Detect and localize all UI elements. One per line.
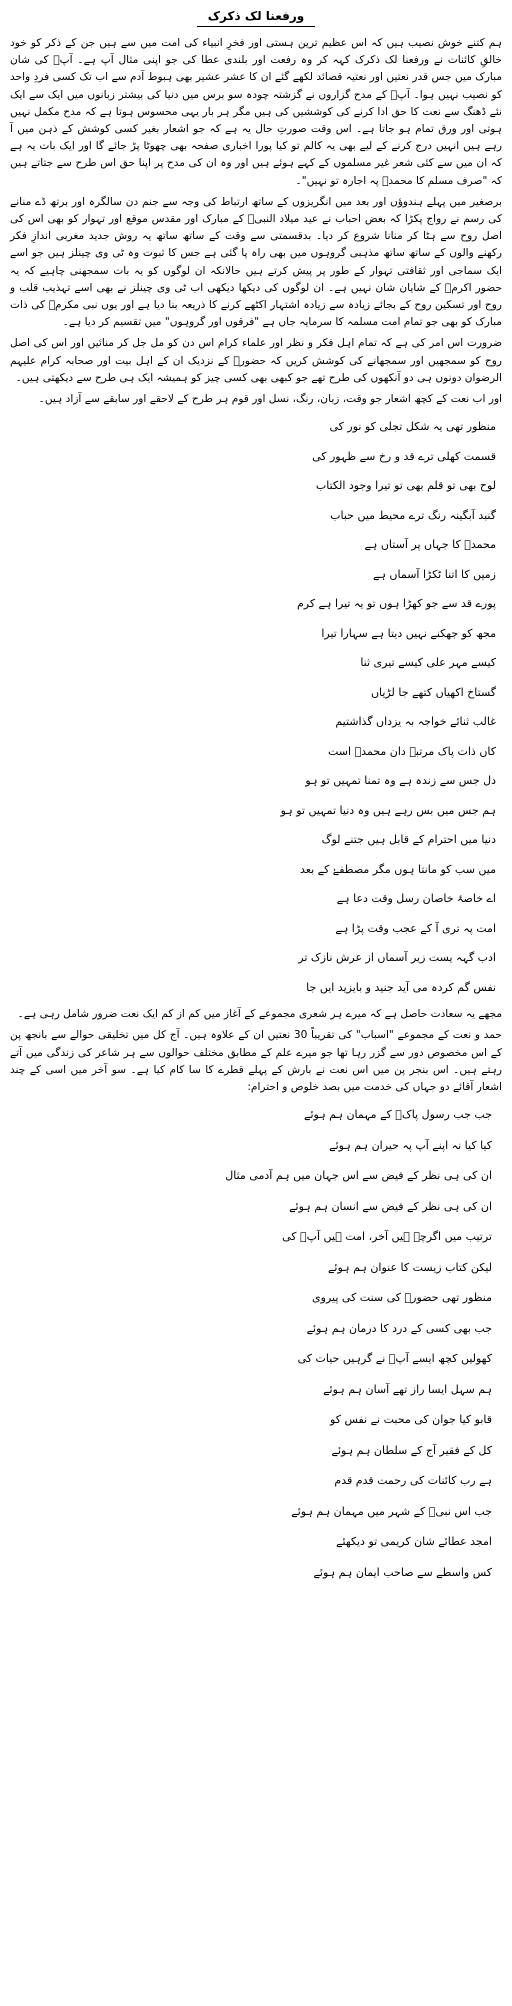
poem-verse: منظور تھی حضورؐ کی سنت کی پیروی: [312, 1291, 492, 1305]
poem-verse: گستاخ اکھیاں کتھے جا لڑیاں: [370, 685, 496, 699]
poem-verse: نفس گم کردہ می آید جنید و بایزید ایں جا: [306, 980, 496, 994]
poem-verse: دل جس سے زندہ ہے وہ تمنا تمہیں تو ہو: [305, 774, 496, 788]
poem-verse: کس واسطے سے صاحب ایمان ہم ہوئے: [313, 1565, 492, 1579]
poem-verse: منظور تھی یہ شکل تجلی کو نور کی: [329, 420, 496, 434]
poem-verse: ہم جس میں بس رہے ہیں وہ دنیا تمہیں تو ہو: [280, 803, 496, 817]
poem-verse: جب اس نبیؐ کے شہر میں مہمان ہم ہوئے: [291, 1504, 492, 1518]
poem-verse: کھولیں کچھ ایسے آپؐ نے گرہیں حیات کی: [297, 1352, 492, 1366]
poem-verse: امت پہ تری آ کے عجب وقت پڑا ہے: [335, 921, 496, 935]
poem-verse: کاں ذات پاک مرتبہ دان محمدؐ است: [328, 744, 496, 758]
poem-verse: ترتیب میں اگرچہ ہیں آخر، امت ہیں آپؐ کی: [282, 1230, 492, 1244]
poem-verse: جب بھی کسی کے درد کا درمان ہم ہوئے: [306, 1321, 492, 1335]
poem-verse: لیکن کتاب زیست کا عنوان ہم ہوئے: [327, 1260, 492, 1274]
poem-verse: زمیں کا اتنا ٹکڑا آسماں ہے: [373, 567, 496, 581]
poem-verse: ہے رب کائنات کی رحمت قدم قدم: [334, 1474, 492, 1488]
poem-verse: اے خاصۂ خاصان رسل وقت دعا ہے: [336, 892, 496, 906]
article-paragraph: برصغیر میں پہلے ہندوؤں اور بعد میں انگریزوں کے ساتھ ارتباط کی وجہ سے جنم دن سالگرہ اور برتھ ڈے منانے کی رسم نے رواج پکڑا کہ بعض احباب نے عید میلاد النبیؐ کے مبارک اور مقدس موقع اور تہوار کو بھی اس کی اصل روح سے ہٹا کر منانا شروع کر دیا۔ بدقسمتی سے وقت کے ساتھ ساتھ یہ روش جدید مغربی اندازِ فکر رکھنے والوں کے ساتھ ساتھ مذہبی گروہوں میں بھی راہ پا گئی ہے جس کا ثبوت وہ ٹی وی چینلز ہیں جو اسے ایک سماجی اور ثقافتی تہوار کے طور پر پیش کرتے ہیں حالانکہ ان لوگوں کو یہ بات سمجھنی چاہیے کہ یہ حضور اکرمؐ کے شایان شان نہیں ہے۔ ان لوگوں کی دیکھا دیکھی اب ٹی وی چینلز نے بھی اسے تہذیب قلب و روح اور تسکین روح کے بجائے زیادہ سے زیادہ اشتہار اکٹھے کرنے کا ذریعہ بنا دیا ہے اور یوں نبی مکرمؐ کی ذات مبارک کو بھی جو تمام امت مسلمہ کا سرمایہ جاں ہے "فرقوں اور گروہوں" میں تقسیم کر دیا ہے۔: [10, 195, 502, 329]
poem-verses-second: [10, 1100, 502, 1588]
article-title: ورفعنا لک ذکرک: [207, 9, 305, 23]
article-paragraph: ضرورت اس امر کی ہے کہ تمام اہل فکر و نظر اور علماء کرام اس دن کو مل جل کر منائیں اور اس کی اصل روح کو سمجھیں اور سمجھانے کی کوشش کریں کہ حضورؐ کے نزدیک ان کے اہل بیت اور صحابہ کرام علیہم الرضوان دونوں ہی دو آنکھوں کی طرح تھے جو کبھی بھی کسی چیز کو ہمیشہ ایک ہی طرح سے دیکھتی ہیں۔: [10, 337, 502, 384]
poem-verse: قابو کیا جوان کی محبت نے نفس کو: [330, 1413, 492, 1427]
poem-verse: کیسے مہر علی کیسے تیری ثنا: [360, 656, 496, 670]
poem-verse: مجھ کو جھکنے نہیں دیتا ہے سہارا تیرا: [321, 626, 496, 640]
poem-verse: محمدؐ کا جہاں پر آستاں ہے: [364, 538, 496, 552]
poem-verse: پورے قد سے جو کھڑا ہوں تو یہ تیرا ہے کرم: [296, 597, 496, 611]
article-paragraph: حمد و نعت کے مجموعے "اسباب" کی تقریباً 30 نعتیں ان کے علاوہ ہیں۔ آج کل میں تخلیقی حوالے سے بانجھ پن کے اس مخصوص دور سے گزر رہا تھا جو میرے علم کے مطابق مختلف حوالوں سے ہر شاعر کی زندگی میں آتے رہتے ہیں۔ اس بنجر پن میں اس نعت نے بارش کے پہلے قطرے کا سا کام کیا ہے۔ سو آخر میں اسی کے چند اشعار آقائے دو جہاں کی خدمت میں بصد خلوص و احترام:: [10, 1029, 502, 1094]
article-paragraph: ہم کتنے خوش نصیب ہیں کہ اس عظیم ترین ہستی اور فخرِ انبیاء کی امت میں سے ہیں جن کے ذکر کو خود خالقِ کائنات نے ورفعنا لک ذکرک کہہ کر وہ رفعت اور بلندی عطا کی جو اپنی مثال آپ ہے۔ آپؐ کی شان مبارک میں جس قدر نعتیں اور نعتیہ قصائد لکھے گئے ان کا عشر عشیر بھی ہبوط آدم سے اب تک کسی فردِ واحد کو نصیب نہیں ہوا۔ آپؐ کے مدح گزاروں نے گزشتہ چودہ سو برس میں دنیا کی بیشتر زبانوں میں ایک سے ایک نئے ڈھنگ سے نعت کا حق ادا کرنے کی کوششیں کی ہیں مگر ہر بار یہی محسوس ہوتا ہے کہ مدح مکمل نہیں ہوتی اور ورق تمام ہو جاتا ہے۔ اس وقت صورتِ حال یہ ہے کہ جو اشعار بغیر کسی کوشش کے ذہن میں آ رہے ہیں انہیں درج کرنے کے لیے بھی یہ کالم تو کیا پورا اخباری صفحہ بھی چھوٹا پڑ جائے گا اور ایک بات یہ ہے کہ ان میں سے کئی شعر غیر مسلموں کے کہے ہوئے ہیں اور وہ ان کی مدح پر اپنا حق اس طرح سے جتاتے ہیں کہ "صرف مسلم کا محمدؐ پہ اجارہ تو نہیں"۔: [10, 37, 503, 187]
poem-verse: دنیا میں احترام کے قابل ہیں جتنے لوگ: [321, 833, 496, 847]
poem-verse: امجد عطائے شان کریمی تو دیکھئے: [336, 1535, 492, 1549]
poem-verse: کیا کیا نہ اپنے آپ پہ حیران ہم ہوئے: [329, 1138, 492, 1152]
poem-verse: قسمت کھلی ترے قد و رخ سے ظہور کی: [312, 449, 496, 463]
poem-verse: جب جب رسول پاکؐ کے مہمان ہم ہوئے: [304, 1108, 492, 1122]
poem-verse: ان کی ہی نظر کے فیض سے اس جہان میں ہم آدمی مثال: [225, 1169, 492, 1183]
poem-verse: کل کے فقیر آج کے سلطان ہم ہوئے: [331, 1443, 492, 1457]
poem-verse: گنبد آبگینہ رنگ ترے محیط میں حباب: [330, 508, 496, 522]
poem-verse: لوح بھی تو قلم بھی تو تیرا وجود الکتاب: [315, 479, 496, 493]
poem-verse: ان کی ہی نظر کے فیض سے انسان ہم ہوئے: [289, 1199, 492, 1213]
poem-verse: ہم سہل ایسا راز تھے آسان ہم ہوئے: [323, 1382, 492, 1396]
poem-verses-first: [10, 412, 502, 1002]
article-paragraph: مجھے یہ سعادت حاصل ہے کہ میرے ہر شعری مجموعے کے آغاز میں کم از کم ایک نعت ضرور شامل رہی ہے۔: [17, 1008, 502, 1021]
title-underline: [197, 26, 315, 27]
poem-verse: غالب ثنائے خواجہ بہ یزداں گذاشتیم: [335, 715, 496, 729]
poem-verse: ادب گہہ یست زیر آسماں از عرش نازک تر: [298, 951, 496, 965]
article-paragraph: اور اب نعت کے کچھ اشعار جو وقت، زبان، رنگ، نسل اور قوم ہر طرح کے لاحقے اور سابقے سے آزاد ہیں۔: [38, 393, 502, 406]
poem-verse: میں سب کو مانتا ہوں مگر مصطفےٰ کے بعد: [299, 862, 496, 876]
